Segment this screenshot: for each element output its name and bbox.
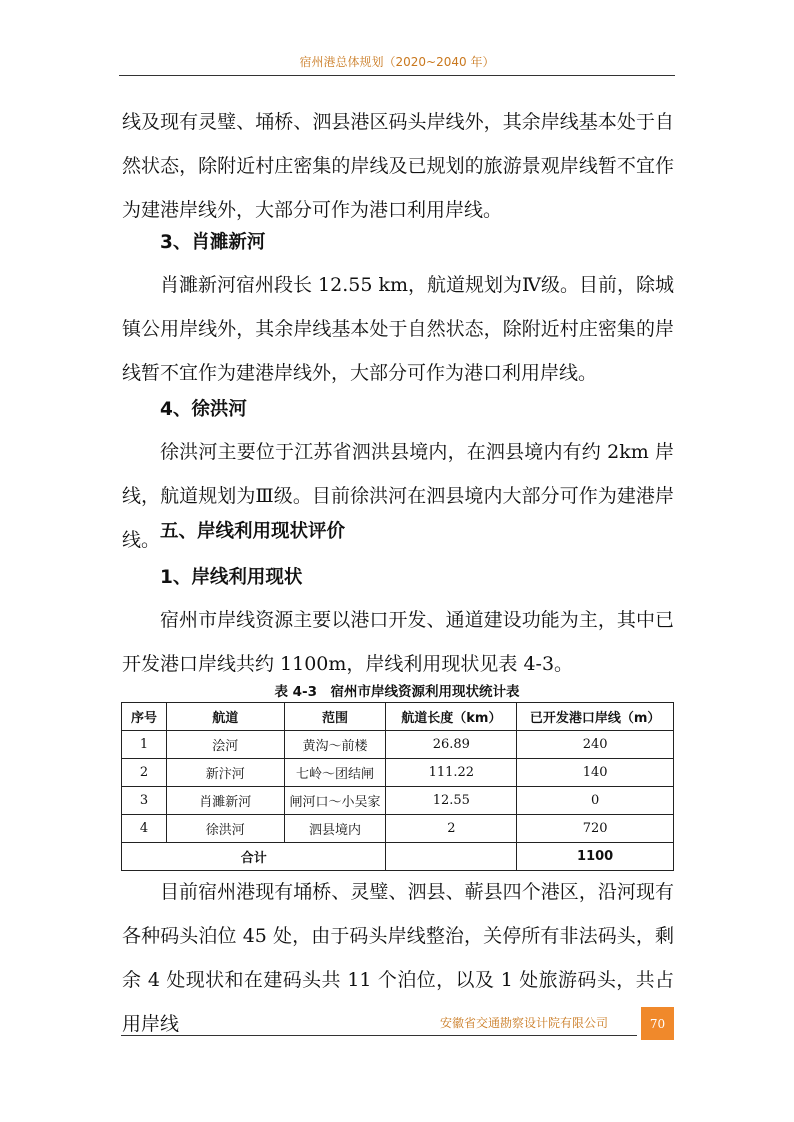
table-cell: 4 bbox=[122, 815, 167, 843]
table-cell: 720 bbox=[517, 815, 674, 843]
table-cell: 26.89 bbox=[386, 731, 517, 759]
table-row bbox=[122, 759, 674, 787]
column-header: 已开发港口岸线（m） bbox=[517, 703, 674, 731]
column-header: 序号 bbox=[122, 703, 167, 731]
table-cell: 闸河口～小吴家 bbox=[284, 787, 386, 815]
total-empty-cell bbox=[386, 843, 517, 871]
table-cell: 2 bbox=[122, 759, 167, 787]
heading-xuhong-river: 4、徐洪河 bbox=[160, 399, 247, 420]
table-cell: 140 bbox=[517, 759, 674, 787]
shoreline-table bbox=[121, 702, 674, 871]
paragraph-xiaosui-river: 肖濉新河宿州段长 12.55 km，航道规划为Ⅳ级。目前，除城镇公用岸线外，其余岸线基本处于自然状态，除附近村庄密集的岸线暂不宜作为建港岸线外，大部分可作为港口利用岸线。 bbox=[122, 274, 674, 384]
table-row bbox=[122, 815, 674, 843]
table-cell: 七岭～团结闸 bbox=[284, 759, 386, 787]
table-cell: 新汴河 bbox=[166, 759, 284, 787]
footer-divider bbox=[121, 1035, 637, 1036]
paragraph-continuation: 线及现有灵璧、埇桥、泗县港区码头岸线外，其余岸线基本处于自然状态，除附近村庄密集的岸线及已规划的旅游景观岸线暂不宜作为建港岸线外，大部分可作为港口利用岸线。 bbox=[122, 111, 674, 221]
header-divider bbox=[119, 75, 675, 76]
paragraph-port-berths: 目前宿州港现有埇桥、灵璧、泗县、蕲县四个港区，沿河现有各种码头泊位 45 处，由于码头岸线整治，关停所有非法码头，剩余 4 处现状和在建码头共 11 个泊位，以及 1 处旅游码头，共占用岸线 bbox=[122, 881, 674, 1035]
paragraph-xuhong-river: 徐洪河主要位于江苏省泗洪县境内，在泗县境内有约 2km 岸线，航道规划为Ⅲ级。目前徐洪河在泗县境内大部分可作为建港岸线。 bbox=[122, 441, 674, 551]
table-header-row bbox=[122, 703, 674, 731]
section-heading-evaluation: 五、岸线利用现状评价 bbox=[160, 521, 346, 542]
table-cell: 111.22 bbox=[386, 759, 517, 787]
table-cell: 2 bbox=[386, 815, 517, 843]
column-header: 航道长度（km） bbox=[386, 703, 517, 731]
table-cell: 黄沟～前楼 bbox=[284, 731, 386, 759]
table-row bbox=[122, 787, 674, 815]
table-cell: 1 bbox=[122, 731, 167, 759]
heading-xiaosui-river: 3、肖濉新河 bbox=[160, 232, 266, 253]
total-value: 1100 bbox=[517, 843, 674, 871]
paragraph-shoreline-status: 宿州市岸线资源主要以港口开发、通道建设功能为主，其中已开发港口岸线共约 1100m，岸线利用现状见表 4-3。 bbox=[122, 609, 674, 675]
footer-company: 安徽省交通勘察设计院有限公司 bbox=[440, 1016, 609, 1030]
table-total-row bbox=[122, 843, 674, 871]
header-title: 宿州港总体规划（2020~2040 年） bbox=[299, 55, 495, 69]
page-number: 70 bbox=[641, 1007, 674, 1040]
total-label: 合计 bbox=[122, 843, 386, 871]
table-cell: 徐洪河 bbox=[166, 815, 284, 843]
table-cell: 泗县境内 bbox=[284, 815, 386, 843]
table-cell: 0 bbox=[517, 787, 674, 815]
table-cell: 肖濉新河 bbox=[166, 787, 284, 815]
heading-shoreline-status: 1、岸线利用现状 bbox=[160, 567, 303, 588]
table-cell: 12.55 bbox=[386, 787, 517, 815]
table-cell: 3 bbox=[122, 787, 167, 815]
column-header: 范围 bbox=[284, 703, 386, 731]
table-cell: 浍河 bbox=[166, 731, 284, 759]
table-caption: 表 4-3 宿州市岸线资源利用现状统计表 bbox=[274, 684, 520, 700]
table-cell: 240 bbox=[517, 731, 674, 759]
table-row bbox=[122, 731, 674, 759]
column-header: 航道 bbox=[166, 703, 284, 731]
